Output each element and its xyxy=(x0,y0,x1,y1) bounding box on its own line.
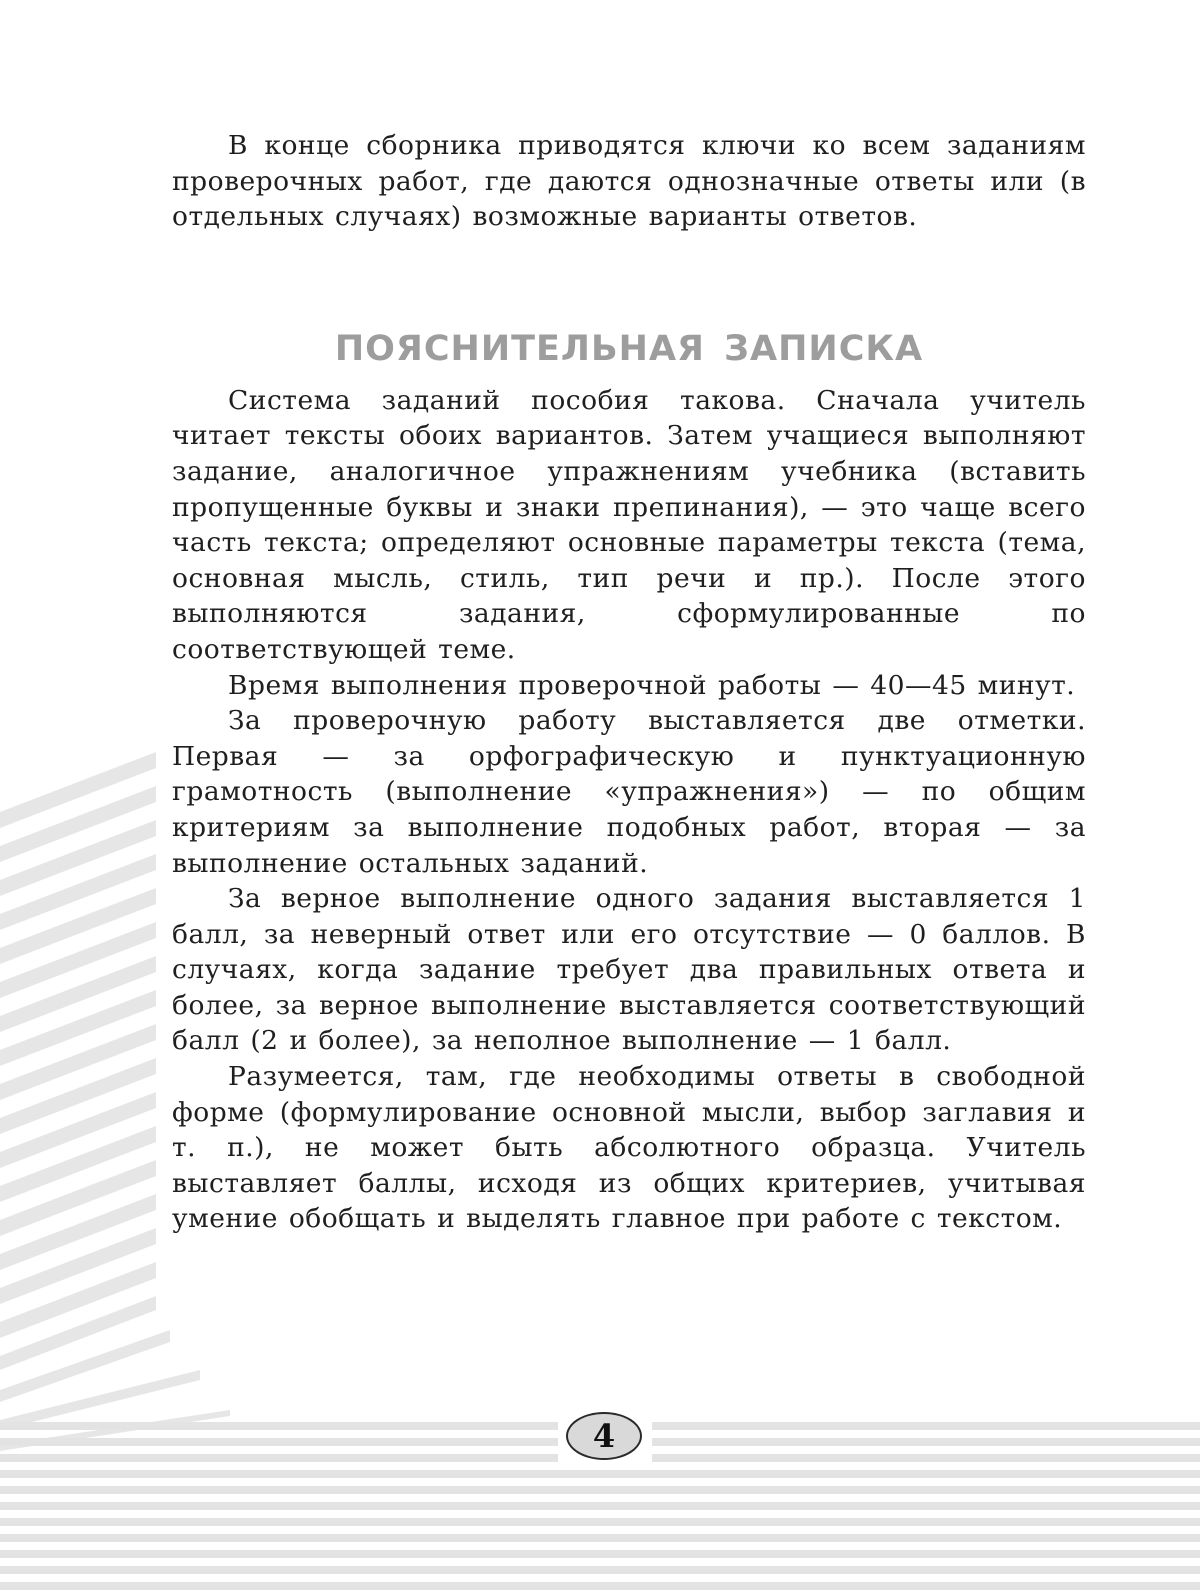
section-title: ПОЯСНИТЕЛЬНАЯ ЗАПИСКА xyxy=(334,328,924,369)
paragraph-free-answers: Разумеется, там, где необходимы ответы в свободной форме (формулирование основной мысли, выбор заглавия и т. п.), не может быть абсолютного образца. Учитель выставляет баллы, исходя из общих критериев, учитывая умение обобщать и выделять главное при работе с текстом. xyxy=(172,1061,1086,1235)
intro-paragraph: В конце сборника приводятся ключи ко всем заданиям проверочных работ, где даются однозначные ответы или (в отдельных случаях) возможные варианты ответов. xyxy=(172,130,1086,233)
paragraph-scoring: За верное выполнение одного задания выставляется 1 балл, за неверный ответ или его отсутствие — 0 баллов. В случаях, когда задание требует два правильных ответа и более, за верное выполнение выставляется соответствующий балл (2 и более), за неполное выполнение — 1 балл. xyxy=(172,883,1086,1057)
paragraph-grades: За проверочную работу выставляется две отметки. Первая — за орфографическую и пунктуационную грамотность (выполнение «упражнения») — по общим критериям за выполнение подобных работ, вторая — за выполнение остальных заданий. xyxy=(172,705,1086,879)
page-number: 4 xyxy=(566,1412,642,1460)
paragraph-task-system: Система заданий пособия такова. Сначала учитель читает тексты обоих вариантов. Затем учащиеся выполняют задание, аналогичное упражнениям учебника (вставить пропущенные буквы и знаки препинания), — это чаще всего часть текста; определяют основные параметры текста (тема, основная мысль, стиль, тип речи и пр.). После этого выполняются задания, сформулированные по соответствующей теме. xyxy=(172,384,1086,665)
page-content xyxy=(172,128,1086,1237)
paragraph-duration: Время выполнения проверочной работы — 40—45 минут. xyxy=(228,669,1076,701)
page-number-badge xyxy=(566,1412,644,1462)
